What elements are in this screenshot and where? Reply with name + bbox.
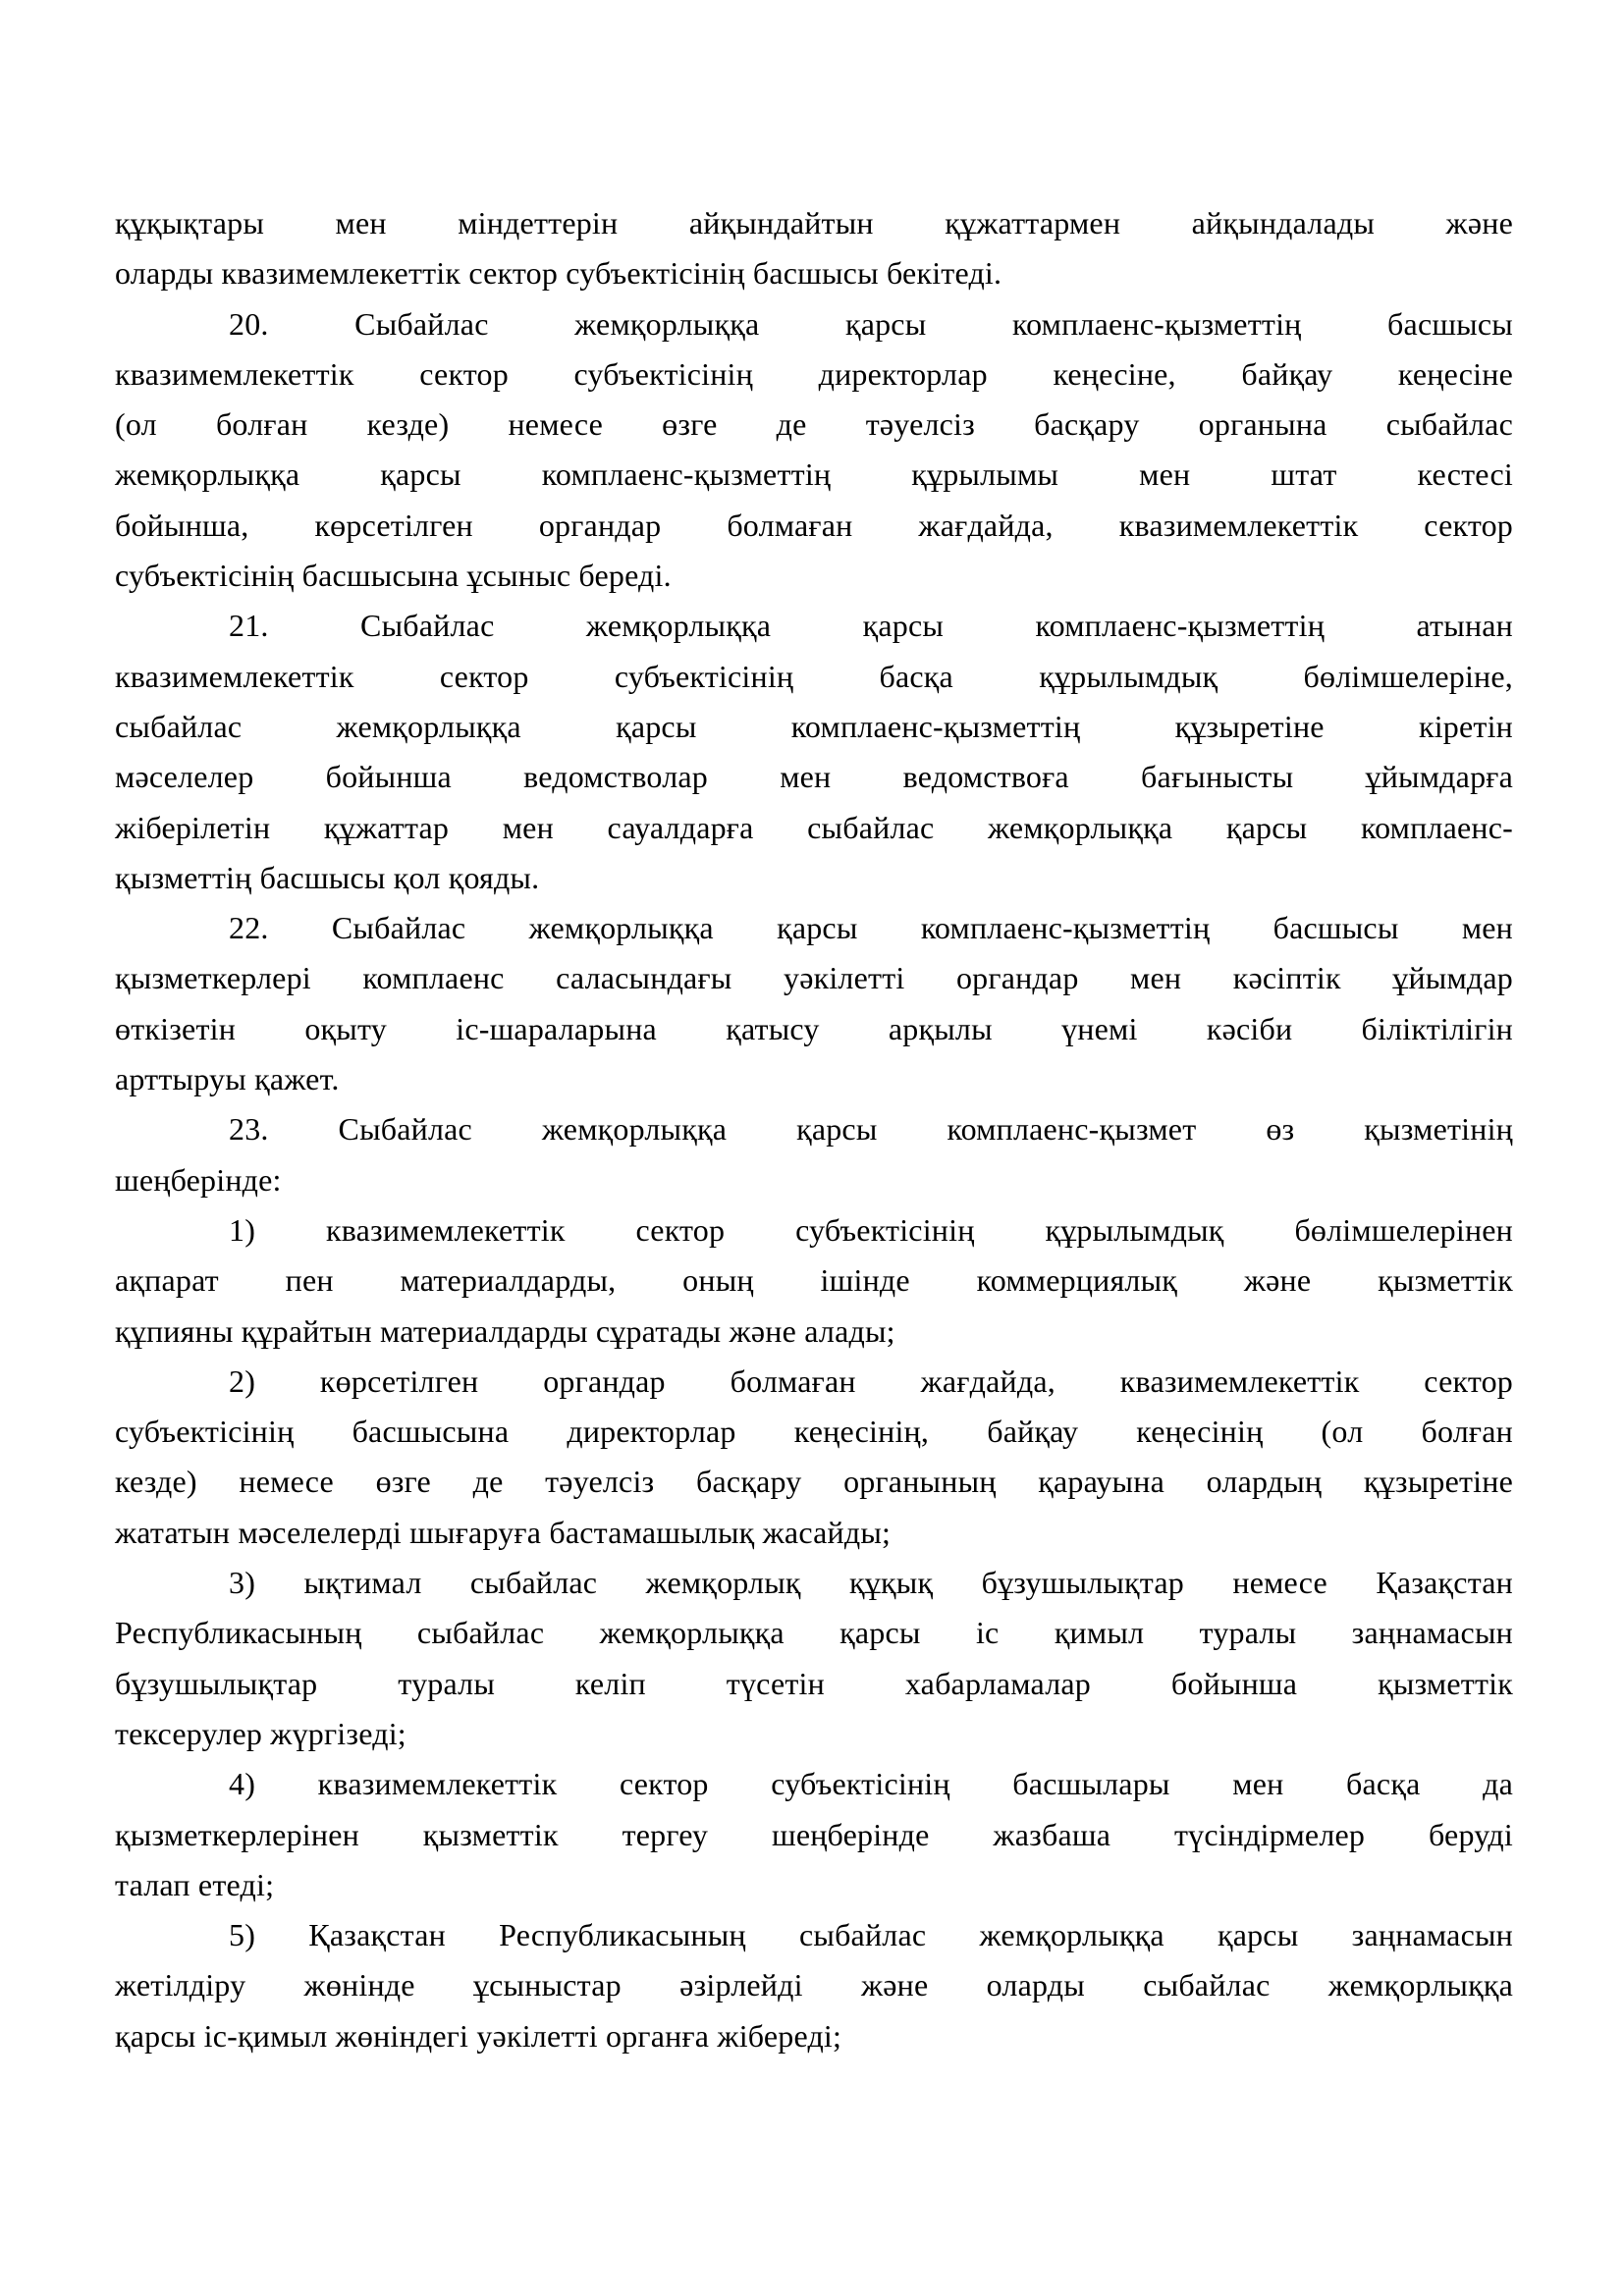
text-line: субъектісінің басшысына ұсыныс береді. bbox=[115, 558, 672, 594]
paragraph bbox=[115, 1910, 1513, 2061]
text-line: талап етеді; bbox=[115, 1866, 275, 1902]
text-line: бұзушылықтар туралы келіп түсетін хабарламалар бойынша қызметтік bbox=[115, 1665, 1513, 1701]
text-line: сыбайлас жемқорлыққа қарсы комплаенс-қызметтің құзыретіне кіретін bbox=[115, 708, 1513, 744]
text-line: 23. Сыбайлас жемқорлыққа қарсы комплаенс-қызмет өз қызметінің bbox=[229, 1111, 1513, 1148]
text-line: жемқорлыққа қарсы комплаенс-қызметтің құрылымы мен штат кестесі bbox=[115, 456, 1513, 493]
paragraph bbox=[115, 1104, 1513, 1205]
paragraph bbox=[115, 601, 1513, 903]
text-line: 5) Қазақстан Республикасының сыбайлас жемқорлыққа қарсы заңнамасын bbox=[229, 1917, 1513, 1953]
paragraph bbox=[115, 198, 1513, 299]
paragraph bbox=[115, 1205, 1513, 1357]
text-line: құпияны құрайтын материалдарды сұратады және алады; bbox=[115, 1312, 895, 1349]
document-text-block bbox=[115, 198, 1513, 2061]
text-line: ақпарат пен материалдарды, оның ішінде коммерциялық және қызметтік bbox=[115, 1262, 1513, 1299]
text-line: қызметтің басшысы қол қояды. bbox=[115, 859, 540, 895]
text-line: (ол болған кезде) немесе өзге де тәуелсіз басқару органына сыбайлас bbox=[115, 406, 1513, 443]
text-line: Республикасының сыбайлас жемқорлыққа қарсы іс қимыл туралы заңнамасын bbox=[115, 1615, 1513, 1651]
text-line: қарсы іс-қимыл жөніндегі уәкілетті органға жібереді; bbox=[115, 2017, 842, 2054]
text-line: кезде) немесе өзге де тәуелсіз басқару органының қарауына олардың құзыретіне bbox=[115, 1464, 1513, 1500]
text-line: шеңберінде: bbox=[115, 1161, 282, 1198]
text-line: құқықтары мен міндеттерін айқындайтын құжаттармен айқындалады және bbox=[115, 205, 1513, 240]
text-line: жетілдіру жөнінде ұсыныстар әзірлейді және оларды сыбайлас жемқорлыққа bbox=[115, 1967, 1513, 2003]
text-line: 3) ықтимал сыбайлас жемқорлық құқық бұзушылықтар немесе Қазақстан bbox=[229, 1565, 1513, 1601]
text-line: 2) көрсетілген органдар болмаған жағдайда, квазимемлекеттік сектор bbox=[229, 1362, 1513, 1399]
text-line: арттыруы қажет. bbox=[115, 1061, 340, 1097]
paragraph bbox=[115, 299, 1513, 602]
text-line: жататын мәселелерді шығаруға бастамашылық жасайды; bbox=[115, 1514, 892, 1550]
text-line: 20. Сыбайлас жемқорлыққа қарсы комплаенс-қызметтің басшысы bbox=[229, 305, 1513, 342]
text-line: 22. Сыбайлас жемқорлыққа қарсы комплаенс-қызметтің басшысы мен bbox=[229, 910, 1513, 946]
text-line: қызметкерлерінен қызметтік тергеу шеңберінде жазбаша түсіндірмелер беруді bbox=[115, 1816, 1513, 1852]
text-line: бойынша, көрсетілген органдар болмаған жағдайда, квазимемлекеттік сектор bbox=[115, 507, 1513, 543]
text-line: мәселелер бойынша ведомстволар мен ведомствоға бағынысты ұйымдарға bbox=[115, 759, 1513, 795]
paragraph bbox=[115, 903, 1513, 1104]
text-line: жіберілетін құжаттар мен сауалдарға сыбайлас жемқорлыққа қарсы комплаенс- bbox=[115, 809, 1513, 845]
text-line: квазимемлекеттік сектор субъектісінің басқа құрылымдық бөлімшелеріне, bbox=[115, 658, 1513, 694]
text-line: өткізетін оқыту іс-шараларына қатысу арқылы үнемі кәсіби біліктілігін bbox=[115, 1010, 1513, 1046]
paragraph bbox=[115, 1759, 1513, 1910]
text-line: 4) квазимемлекеттік сектор субъектісінің басшылары мен басқа да bbox=[229, 1766, 1513, 1802]
text-line: тексерулер жүргізеді; bbox=[115, 1715, 406, 1751]
text-line: 21. Сыбайлас жемқорлыққа қарсы комплаенс-қызметтің атынан bbox=[229, 608, 1513, 644]
text-line: субъектісінің басшысына директорлар кеңесінің, байқау кеңесінің (ол болған bbox=[115, 1414, 1513, 1450]
text-line: қызметкерлері комплаенс саласындағы уәкілетті органдар мен кәсіптік ұйымдар bbox=[115, 960, 1513, 996]
paragraph bbox=[115, 1357, 1513, 1558]
text-line: квазимемлекеттік сектор субъектісінің директорлар кеңесіне, байқау кеңесіне bbox=[115, 355, 1513, 392]
text-line: 1) квазимемлекеттік сектор субъектісінің құрылымдық бөлімшелерінен bbox=[229, 1211, 1513, 1248]
text-line: оларды квазимемлекеттік сектор субъектісінің басшысы бекітеді. bbox=[115, 255, 1002, 292]
paragraph bbox=[115, 1558, 1513, 1759]
